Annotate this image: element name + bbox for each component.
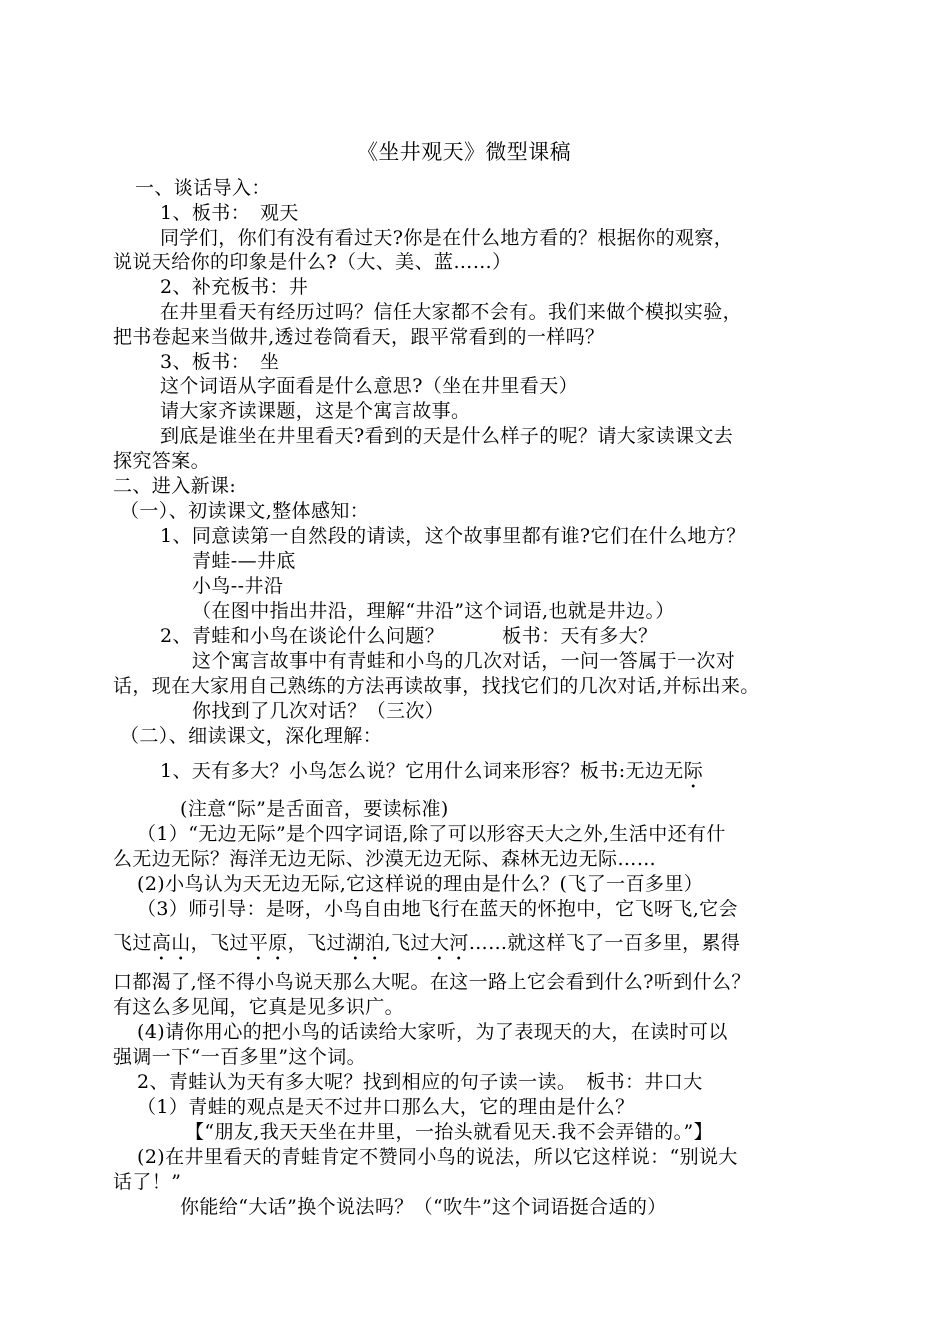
document-title: 《坐井观天》微型课稿	[357, 140, 571, 164]
section-heading: 二、进入新课:	[113, 475, 237, 497]
emphasized-text: 大河	[429, 932, 469, 954]
paragraph-line: 有这么多见闻，它真是见多识广。	[113, 996, 405, 1018]
item-heading: 2、补充板书：井	[160, 276, 309, 298]
paragraph-line: (注意“际”是舌面音，要读标准)	[180, 798, 449, 820]
paragraph-line: 在井里看天有经历过吗？信任大家都不会有。我们来做个模拟实验，	[160, 301, 743, 323]
paragraph-line: (2)小鸟认为天无边无际,它这样说的理由是什么？(飞了一百多里）	[137, 873, 704, 895]
paragraph-line: 话了！”	[113, 1171, 182, 1193]
paragraph-line: (2)在井里看天的青蛙肯定不赞同小鸟的说法，所以它这样说：“别说大	[137, 1146, 738, 1168]
paragraph-line	[160, 759, 703, 784]
paragraph-line: 么无边无际？海洋无边无际、沙漠无边无际、森林无边无际……	[113, 848, 657, 870]
paragraph-line: 话，现在大家用自己熟练的方法再读故事，找找它们的几次对话,并标出来。	[113, 675, 760, 697]
paragraph-line	[113, 931, 740, 956]
paragraph-line: 请大家齐读课题，这是个寓言故事。	[160, 400, 471, 422]
emphasized-text: 平原	[248, 932, 288, 954]
text-run: 飞过	[113, 932, 152, 954]
section-heading: 一、谈话导入：	[135, 177, 271, 199]
subsection-heading: （二）、细读课文，深化理解：	[120, 725, 383, 747]
text-run: ,飞过	[384, 932, 430, 954]
paragraph-line: 2、青蛙认为天有多大呢？找到相应的句子读一读。 板书：井口大	[137, 1071, 703, 1093]
paragraph-line: （1）“无边无际”是个四字词语,除了可以形容天大之外,生活中还有什	[137, 823, 726, 845]
paragraph-line: 你找到了几次对话？（三次）	[192, 700, 445, 722]
paragraph-line: 说说天给你的印象是什么?（大、美、蓝……）	[113, 251, 512, 273]
paragraph-line: 2、青蛙和小鸟在谈论什么问题？ 板书：天有多大？	[160, 625, 658, 647]
paragraph-line: 到底是谁坐在井里看天?看到的天是什么样子的呢？请大家读课文去	[160, 425, 734, 447]
paragraph-line: 探究答案。	[113, 450, 211, 472]
paragraph-line: （1）青蛙的观点是天不过井口那么大，它的理由是什么？	[137, 1096, 635, 1118]
item-heading: 3、板书： 坐	[160, 351, 280, 373]
paragraph-line: （3）师引导：是呀，小鸟自由地飞行在蓝天的怀抱中，它飞呀飞,它会	[137, 898, 738, 920]
paragraph-line: (4)请你用心的把小鸟的话读给大家听，为了表现天的大，在读时可以	[137, 1021, 728, 1043]
emphasized-text: 高山	[151, 932, 191, 954]
paragraph-line: 口都渴了,怪不得小鸟说天那么大呢。在这一路上它会看到什么?听到什么？	[113, 971, 751, 993]
paragraph-line: 你能给“大话”换个说法吗？（“吹牛”这个词语挺合适的）	[180, 1196, 667, 1218]
text-run: 1、天有多大？小鸟怎么说？它用什么词来形容？板书:无边无	[160, 760, 684, 782]
text-run: ……就这样飞了一百多里，累得	[468, 932, 741, 954]
subsection-heading: （一）、初读课文,整体感知：	[120, 500, 370, 522]
emphasized-text: 际	[683, 760, 704, 782]
paragraph-line: 强调一下“一百多里”这个词。	[113, 1046, 367, 1068]
paragraph-line: 青蛙-—井底	[192, 550, 296, 572]
quote-line: 【“朋友,我天天坐在井里，一抬头就看见天.我不会弄错的。”】	[185, 1121, 714, 1143]
paragraph-line: 这个词语从字面看是什么意思?（坐在井里看天）	[160, 375, 578, 397]
paragraph-line: 同学们，你们有没有看过天?你是在什么地方看的？根据你的观察，	[160, 227, 734, 249]
paragraph-line: 这个寓言故事中有青蛙和小鸟的几次对话，一问一答属于一次对	[192, 650, 736, 672]
emphasized-text: 湖泊	[345, 932, 385, 954]
paragraph-line: 1、同意读第一自然段的请读，这个故事里都有谁?它们在什么地方？	[160, 525, 746, 547]
paragraph-line: （在图中指出井沿，理解“井沿”这个词语,也就是井边。）	[192, 600, 675, 622]
paragraph-line: 小鸟--井沿	[192, 575, 284, 597]
paragraph-line: 把书卷起来当做井,透过卷筒看天，跟平常看到的一样吗？	[113, 326, 605, 348]
text-run: ，飞过	[287, 932, 346, 954]
item-heading: 1、板书： 观天	[160, 202, 299, 224]
text-run: ，飞过	[190, 932, 249, 954]
